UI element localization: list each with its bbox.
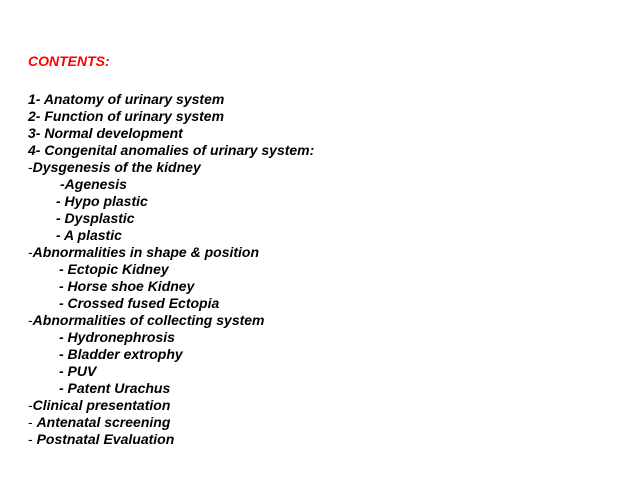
contents-title: CONTENTS: bbox=[28, 53, 110, 69]
list-subitem bbox=[28, 363, 314, 380]
section-text: Postnatal Evaluation bbox=[36, 431, 175, 447]
section-dash: - bbox=[28, 159, 33, 175]
list-section bbox=[28, 244, 314, 261]
section-text: Abnormalities in shape & position bbox=[32, 244, 260, 260]
list-subitem bbox=[28, 176, 314, 193]
section-dash: - bbox=[28, 244, 33, 260]
list-subitem bbox=[28, 193, 314, 210]
list-item bbox=[28, 91, 314, 108]
section-text: Clinical presentation bbox=[32, 397, 171, 413]
subitem-text: -Agenesis bbox=[60, 176, 127, 192]
subitem-text: - Horse shoe Kidney bbox=[59, 278, 195, 294]
subitem-text: - Ectopic Kidney bbox=[59, 261, 169, 277]
list-subitem bbox=[28, 227, 314, 244]
section-dash: - bbox=[28, 414, 37, 430]
list-item-text: 4- Congenital anomalies of urinary system: bbox=[28, 142, 315, 158]
list-item-text: 3- Normal development bbox=[28, 125, 183, 141]
list-item-text: 1- Anatomy of urinary system bbox=[28, 91, 225, 107]
list-item-text: 2- Function of urinary system bbox=[28, 108, 225, 124]
list-item bbox=[28, 125, 314, 142]
list-subitem bbox=[28, 346, 314, 363]
section-dash: - bbox=[28, 431, 37, 447]
subitem-text: - Crossed fused Ectopia bbox=[59, 295, 220, 311]
section-text: Dysgenesis of the kidney bbox=[32, 159, 201, 175]
subitem-text: - A plastic bbox=[56, 227, 122, 243]
section-dash: - bbox=[28, 397, 33, 413]
list-subitem bbox=[28, 295, 314, 312]
subitem-text: - Dysplastic bbox=[56, 210, 135, 226]
section-dash: - bbox=[28, 312, 33, 328]
list-item bbox=[28, 142, 314, 159]
list-section bbox=[28, 397, 314, 414]
list-subitem bbox=[28, 278, 314, 295]
subitem-text: - Hypo plastic bbox=[56, 193, 148, 209]
subitem-text: - Patent Urachus bbox=[59, 380, 171, 396]
subitem-text: - PUV bbox=[59, 363, 97, 379]
list-item bbox=[28, 108, 314, 125]
list-section bbox=[28, 159, 314, 176]
subitem-text: - Bladder extrophy bbox=[59, 346, 183, 362]
list-subitem bbox=[28, 380, 314, 397]
section-text: Antenatal screening bbox=[36, 414, 171, 430]
list-subitem bbox=[28, 210, 314, 227]
subitem-text: - Hydronephrosis bbox=[59, 329, 175, 345]
list-section bbox=[28, 431, 314, 448]
contents-list bbox=[28, 91, 314, 448]
list-section bbox=[28, 414, 314, 431]
list-subitem bbox=[28, 261, 314, 278]
section-text: Abnormalities of collecting system bbox=[32, 312, 265, 328]
list-section bbox=[28, 312, 314, 329]
list-subitem bbox=[28, 329, 314, 346]
